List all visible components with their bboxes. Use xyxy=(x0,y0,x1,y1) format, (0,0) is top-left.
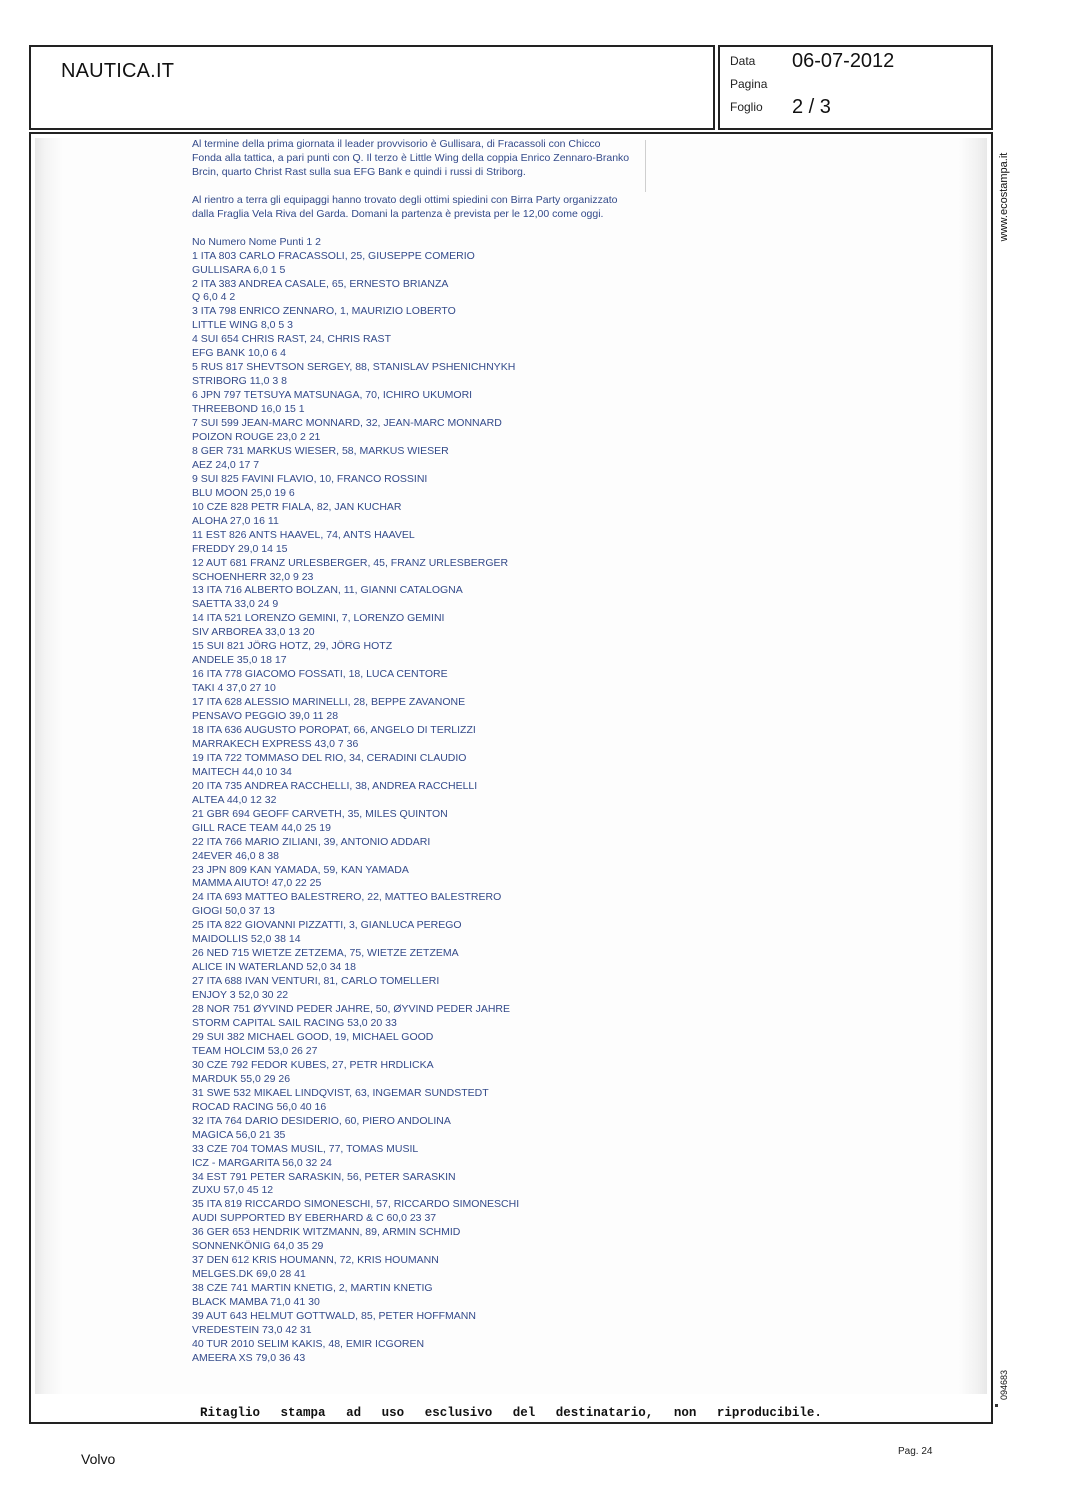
results-table-line: PENSAVO PEGGIO 39,0 11 28 xyxy=(192,710,339,723)
results-table-line: 2 ITA 383 ANDREA CASALE, 65, ERNESTO BRIANZA xyxy=(192,277,449,290)
results-table-line: AUDI SUPPORTED BY EBERHARD & C 60,0 23 37 xyxy=(192,1212,437,1225)
results-table-line: 24 ITA 693 MATTEO BALESTRERO, 22, MATTEO BALESTRERO xyxy=(192,891,502,904)
results-table-line: MAMMA AIUTO! 47,0 22 25 xyxy=(192,877,322,890)
results-table-line: 7 SUI 599 JEAN-MARC MONNARD, 32, JEAN-MARC MONNARD xyxy=(192,417,502,430)
results-table-line: THREEBOND 16,0 15 1 xyxy=(192,403,305,416)
results-table-line: 36 GER 653 HENDRIK WITZMANN, 89, ARMIN SCHMID xyxy=(192,1226,461,1239)
results-table-line: BLACK MAMBA 71,0 41 30 xyxy=(192,1296,320,1309)
ecostampa-watermark: www.ecostampa.it xyxy=(998,152,1010,242)
results-table-line: GIOGI 50,0 37 13 xyxy=(192,905,275,918)
results-table-line: GILL RACE TEAM 44,0 25 19 xyxy=(192,821,331,834)
results-table-line: 37 DEN 612 KRIS HOUMANN, 72, KRIS HOUMANN xyxy=(192,1254,439,1267)
results-table-line: 31 SWE 532 MIKAEL LINDQVIST, 63, INGEMAR SUNDSTEDT xyxy=(192,1086,489,1099)
results-table-line: MAITECH 44,0 10 34 xyxy=(192,765,292,778)
results-table-line: GULLISARA 6,0 1 5 xyxy=(192,263,286,276)
results-table-line: SCHOENHERR 32,0 9 23 xyxy=(192,570,314,583)
results-table-line: SIV ARBOREA 33,0 13 20 xyxy=(192,626,315,639)
disclaimer-word: stampa xyxy=(280,1406,326,1420)
results-table-line: FREDDY 29,0 14 15 xyxy=(192,542,288,555)
results-table-line: STRIBORG 11,0 3 8 xyxy=(192,375,287,388)
results-table-header: No Numero Nome Punti 1 2 xyxy=(192,235,321,248)
results-table-line: 32 ITA 764 DARIO DESIDERIO, 60, PIERO ANDOLINA xyxy=(192,1114,451,1127)
results-table-line: 19 ITA 722 TOMMASO DEL RIO, 34, CERADINI CLAUDIO xyxy=(192,751,467,764)
results-table-line: 20 ITA 735 ANDREA RACCHELLI, 38, ANDREA RACCHELLI xyxy=(192,779,478,792)
results-table-line: ENJOY 3 52,0 30 22 xyxy=(192,989,289,1002)
results-table-line: BLU MOON 25,0 19 6 xyxy=(192,486,295,499)
results-table-line: LITTLE WING 8,0 5 3 xyxy=(192,319,293,332)
results-table-line: SONNENKÖNIG 64,0 35 29 xyxy=(192,1240,324,1253)
disclaimer xyxy=(200,1406,822,1420)
results-table-line: SAETTA 33,0 24 9 xyxy=(192,598,279,611)
results-table-line: MARRAKECH EXPRESS 43,0 7 36 xyxy=(192,737,359,750)
results-table-line: 15 SUI 821 JÖRG HOTZ, 29, JÖRG HOTZ xyxy=(192,640,393,653)
results-table-line: 30 CZE 792 FEDOR KUBES, 27, PETR HRDLICKA xyxy=(192,1058,434,1071)
results-table-line: 29 SUI 382 MICHAEL GOOD, 19, MICHAEL GOOD xyxy=(192,1030,434,1043)
results-table-line: ALICE IN WATERLAND 52,0 34 18 xyxy=(192,961,356,974)
results-table-line: 6 JPN 797 TETSUYA MATSUNAGA, 70, ICHIRO UKUMORI xyxy=(192,389,473,402)
results-table-line: TEAM HOLCIM 53,0 26 27 xyxy=(192,1044,318,1057)
results-table-line: 8 GER 731 MARKUS WIESER, 58, MARKUS WIESER xyxy=(192,444,449,457)
results-table-line: MELGES.DK 69,0 28 41 xyxy=(192,1268,306,1281)
results-table-line: POIZON ROUGE 23,0 2 21 xyxy=(192,430,321,443)
meta-label-foglio: Foglio xyxy=(730,100,763,114)
meta-label-pagina: Pagina xyxy=(730,77,768,91)
results-table-line: 11 EST 826 ANTS HAAVEL, 74, ANTS HAAVEL xyxy=(192,528,415,541)
meta-label-data: Data xyxy=(730,54,756,68)
results-table-line: 12 AUT 681 FRANZ URLESBERGER, 45, FRANZ URLESBERGER xyxy=(192,556,509,569)
code-dot xyxy=(995,1404,998,1407)
results-table-line: MAGICA 56,0 21 35 xyxy=(192,1128,286,1141)
results-table-line: 13 ITA 716 ALBERTO BOLZAN, 11, GIANNI CATALOGNA xyxy=(192,584,463,597)
results-table-line: 27 ITA 688 IVAN VENTURI, 81, CARLO TOMELLERI xyxy=(192,975,440,988)
results-table-line: ANDELE 35,0 18 17 xyxy=(192,654,287,667)
results-table-line: ALOHA 27,0 16 11 xyxy=(192,514,279,527)
results-table-line: ROCAD RACING 56,0 40 16 xyxy=(192,1100,327,1113)
footer-client: Volvo xyxy=(81,1451,116,1467)
clipping-code: 094683 xyxy=(999,1369,1009,1401)
meta-value-data: 06-07-2012 xyxy=(792,50,895,72)
results-table-line: 10 CZE 828 PETR FIALA, 82, JAN KUCHAR xyxy=(192,500,402,513)
results-table-line: 5 RUS 817 SHEVTSON SERGEY, 88, STANISLAV PSHENICHNYKH xyxy=(192,361,516,374)
results-table-line: AEZ 24,0 17 7 xyxy=(192,458,260,471)
disclaimer-word: non xyxy=(673,1406,697,1420)
results-table-line: STORM CAPITAL SAIL RACING 53,0 20 33 xyxy=(192,1017,397,1030)
disclaimer-word: riproducibile. xyxy=(716,1406,822,1420)
results-table-line: 33 CZE 704 TOMAS MUSIL, 77, TOMAS MUSIL xyxy=(192,1142,419,1155)
disclaimer-word: Ritaglio xyxy=(200,1406,261,1420)
results-table-line: 3 ITA 798 ENRICO ZENNARO, 1, MAURIZIO LOBERTO xyxy=(192,305,456,318)
disclaimer-word: ad xyxy=(346,1406,362,1420)
results-table-line: 18 ITA 636 AUGUSTO POROPAT, 66, ANGELO DI TERLIZZI xyxy=(192,724,476,736)
results-table-line: MARDUK 55,0 29 26 xyxy=(192,1072,291,1085)
results-table-line: 26 NED 715 WIETZE ZETZEMA, 75, WIETZE ZETZEMA xyxy=(192,947,459,960)
article-paragraph: Al rientro a terra gli equipaggi hanno trovato degli ottimi spiedini con Birra Party organizzato dalla Fraglia Vela Riva del Garda. Domani la partenza è prevista per le 12,00 come oggi. xyxy=(192,193,618,220)
results-table-line: ZUXU 57,0 45 12 xyxy=(192,1184,274,1197)
header-source-box xyxy=(29,45,715,130)
disclaimer-word: destinatario, xyxy=(555,1406,654,1420)
results-table-line: 25 ITA 822 GIOVANNI PIZZATTI, 3, GIANLUCA PEREGO xyxy=(192,919,462,932)
results-table-line: 16 ITA 778 GIACOMO FOSSATI, 18, LUCA CENTORE xyxy=(192,668,448,681)
results-table-line: 9 SUI 825 FAVINI FLAVIO, 10, FRANCO ROSSINI xyxy=(192,472,428,485)
results-table-line: 4 SUI 654 CHRIS RAST, 24, CHRIS RAST xyxy=(192,333,391,346)
article-body xyxy=(192,138,632,1366)
source-name: NAUTICA.IT xyxy=(61,60,175,82)
column-rule xyxy=(645,140,646,192)
results-table-line: 17 ITA 628 ALESSIO MARINELLI, 28, BEPPE ZAVANONE xyxy=(192,696,466,709)
disclaimer-word: del xyxy=(512,1406,536,1420)
results-table-line: TAKI 4 37,0 27 10 xyxy=(192,682,276,695)
disclaimer-word: esclusivo xyxy=(424,1406,493,1420)
results-table-line: 34 EST 791 PETER SARASKIN, 56, PETER SARASKIN xyxy=(192,1170,456,1183)
results-table-line: 1 ITA 803 CARLO FRACASSOLI, 25, GIUSEPPE COMERIO xyxy=(192,249,475,262)
results-table-line: ALTEA 44,0 12 32 xyxy=(192,793,277,806)
results-table-line: 23 JPN 809 KAN YAMADA, 59, KAN YAMADA xyxy=(192,863,409,876)
meta-value-foglio: 2 / 3 xyxy=(792,96,831,118)
results-table-line: MAIDOLLIS 52,0 38 14 xyxy=(192,933,301,946)
results-table-line: 40 TUR 2010 SELIM KAKIS, 48, EMIR ICGOREN xyxy=(192,1337,425,1350)
disclaimer-word: uso xyxy=(381,1406,405,1420)
results-table-line: 24EVER 46,0 8 38 xyxy=(192,849,279,862)
results-table-line: 22 ITA 766 MARIO ZILIANI, 39, ANTONIO ADDARI xyxy=(192,835,431,848)
results-table-line: 21 GBR 694 GEOFF CARVETH, 35, MILES QUINTON xyxy=(192,807,448,820)
results-table-line: VREDESTEIN 73,0 42 31 xyxy=(192,1323,312,1336)
results-table-line: EFG BANK 10,0 6 4 xyxy=(192,347,286,360)
results-table-line: 38 CZE 741 MARTIN KNETIG, 2, MARTIN KNETIG xyxy=(192,1282,433,1295)
article-paragraph: Al termine della prima giornata il leader provvisorio è Gullisara, di Fracassoli con Chicco Fonda alla tattica, a pari punti con Q. Il terzo è Little Wing della coppia Enrico Zennaro-Branko Brcin, quarto Christ Rast sulla sua EFG Bank e quindi i russi di Striborg. xyxy=(192,138,630,178)
results-table-line: 35 ITA 819 RICCARDO SIMONESCHI, 57, RICCARDO SIMONESCHI xyxy=(192,1198,520,1211)
results-table xyxy=(192,250,632,1366)
footer-page-number: Pag. 24 xyxy=(898,1446,933,1457)
results-table-line: 39 AUT 643 HELMUT GOTTWALD, 85, PETER HOFFMANN xyxy=(192,1310,476,1323)
results-table-line: 14 ITA 521 LORENZO GEMINI, 7, LORENZO GEMINI xyxy=(192,612,445,625)
results-table-line: 28 NOR 751 ØYVIND PEDER JAHRE, 50, ØYVIND PEDER JAHRE xyxy=(192,1003,511,1016)
results-table-line: ICZ - MARGARITA 56,0 32 24 xyxy=(192,1156,332,1169)
results-table-line: AMEERA XS 79,0 36 43 xyxy=(192,1351,306,1364)
results-table-line: Q 6,0 4 2 xyxy=(192,291,236,304)
